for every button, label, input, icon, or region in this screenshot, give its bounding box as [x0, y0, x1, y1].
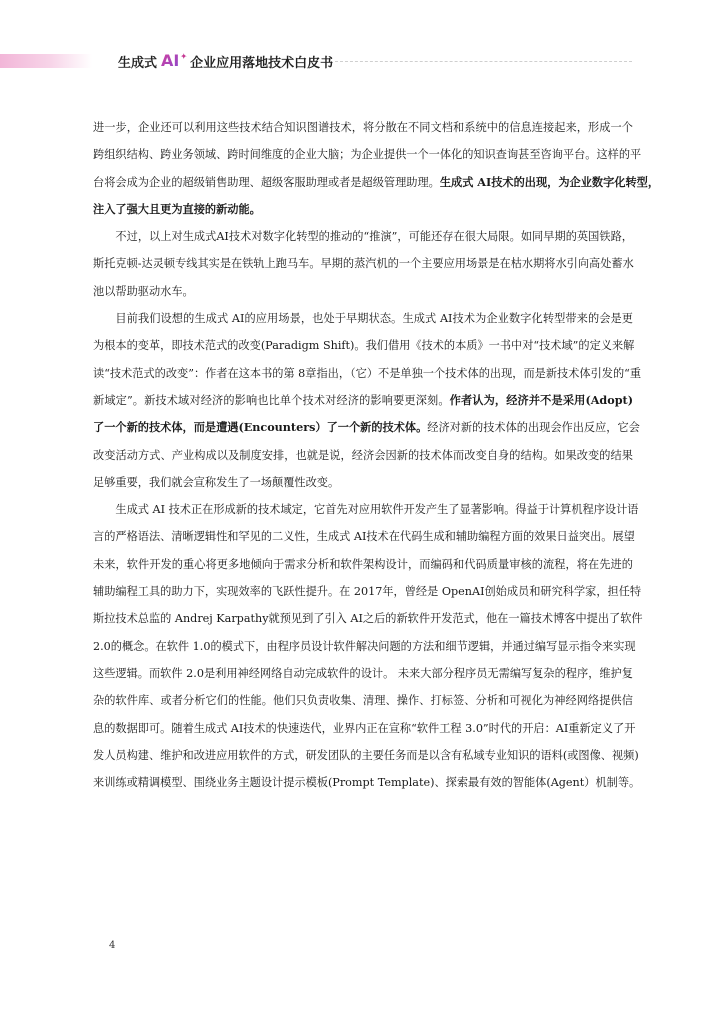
text-line	[93, 169, 660, 196]
header-title-suffix: 企业应用落地技术白皮书	[190, 55, 334, 71]
text-run: 池以帮助驱动水车。	[93, 284, 194, 298]
text-run: 辅助编程工具的助力下，实现效率的飞跃性提升。在 2017年，曾经是 OpenAI创始成员和研究科学家，担任特	[93, 585, 642, 599]
text-run: 台将会成为企业的超级销售助理、超级客服助理或者是超级管理助理。	[93, 175, 440, 189]
emphasis-text: 作者认为，经济并不是采用(Adopt)	[449, 392, 633, 407]
text-line	[93, 660, 633, 687]
text-run: 为根本的变革，即技术范式的改变(Paradigm Shift)。我们借用《技术的本质》一书中对“技术域”的定义来解	[93, 339, 635, 353]
text-run: 言的严格语法、清晰逻辑性和罕见的二义性，生成式 AI技术在代码生成和辅助编程方面的效果日益突出。展望	[93, 530, 635, 544]
emphasis-text: 了一个新的技术体，而是遭遇(Encounters）了一个新的技术体。	[93, 420, 428, 435]
paragraph	[93, 305, 642, 496]
text-run: 生成式 AI 技术正在形成新的技术域定，它首先对应用软件开发产生了显著影响。得益于计算机程序设计语	[115, 503, 639, 517]
sparkle-icon: ✦	[180, 52, 188, 61]
text-run: 目前我们设想的生成式 AI的应用场景，也处于早期状态。生成式 AI技术为企业数字化转型带来的会是更	[115, 312, 633, 326]
text-line	[93, 278, 633, 305]
text-line	[93, 496, 639, 523]
paragraph	[93, 114, 660, 223]
text-line	[93, 523, 633, 550]
text-run: 斯托克顿-达灵顿专线其实是在铁轨上跑马车。早期的蒸汽机的一个主要应用场景是在枯水期将水引向高处蓄水	[93, 257, 634, 271]
text-run: 改变活动方式、产业构成以及制度安排，也就是说，经济会因新的技术体而改变自身的结构。如果改变的结果	[93, 448, 633, 462]
page-header	[0, 46, 724, 76]
text-line	[93, 114, 633, 141]
text-run: 读“技术范式的改变”：作者在这本书的第 8章指出，（它）不是单独一个技术体的出现，而是新技术体引发的“重	[93, 366, 642, 380]
text-line	[93, 223, 633, 250]
text-line	[93, 196, 633, 223]
text-line	[93, 687, 633, 714]
paragraph	[93, 223, 633, 305]
emphasis-text: 注入了强大且更为直接的新动能。	[93, 201, 261, 216]
text-line	[93, 305, 633, 332]
text-run: 发人员构建、维护和改进应用软件的方式，研发团队的主要任务而是以含有私域专业知识的语料(或图像、视频)	[93, 748, 639, 762]
text-line	[93, 387, 633, 414]
header-title-prefix: 生成式	[118, 55, 158, 71]
text-run: 进一步，企业还可以利用这些技术结合知识图谱技术，将分散在不同文档和系统中的信息连接起来，形成一个	[93, 121, 633, 134]
header-title	[118, 49, 333, 73]
text-run: 跨组织结构、跨业务领域、跨时间维度的企业大脑；为企业提供一个一体化的知识查询甚至咨询平台。这样的平	[93, 148, 642, 162]
text-run: 新域定”。新技术域对经济的影响也比单个技术对经济的影响要更深刻。	[93, 393, 450, 407]
text-run: 杂的软件库、或者分析它们的性能。他们只负责收集、清理、操作、打标签、分析和可视化为神经网络提供信	[93, 694, 633, 708]
text-line	[93, 141, 642, 168]
text-line	[93, 414, 640, 441]
text-line	[93, 469, 633, 496]
text-line	[93, 442, 633, 469]
ai-logo	[161, 53, 187, 69]
text-line	[93, 605, 643, 632]
text-run: 斯拉技术总监的 Andrej Karpathy就预见到了引入 AI之后的新软件开发范式，他在一篇技术博客中提出了软件	[93, 612, 643, 626]
text-run: 不过，以上对生成式AI技术对数字化转型的推动的“推演”，可能还存在很大局限。如同早期的英国铁路，	[115, 230, 633, 244]
text-line	[93, 360, 642, 387]
text-line	[93, 633, 636, 660]
text-line	[93, 332, 633, 359]
text-run: 来训练或精调模型、围绕业务主题设计提示模板(Prompt Template)、探索最有效的智能体(Agent）机制等。	[93, 776, 641, 790]
paragraph	[93, 496, 643, 796]
text-line	[93, 742, 639, 769]
text-line	[93, 715, 636, 742]
page-number: 4	[109, 940, 116, 951]
text-line	[93, 551, 633, 578]
emphasis-text: 生成式 AI技术的出现，为企业数字化转型，	[439, 174, 660, 189]
text-run: 经济对新的技术体的出现会作出反应，它会	[427, 421, 640, 435]
text-run: 息的数据即可。随着生成式 AI技术的快速迭代，业界内正在宣称“软件工程 3.0”时代的开启：AI重新定义了开	[93, 721, 636, 735]
text-run: 2.0的概念。在软件 1.0的模式下，由程序员设计软件解决问题的方法和细节逻辑，并通过编写显示指令来实现	[93, 639, 636, 653]
text-line	[93, 250, 633, 277]
text-line	[93, 578, 642, 605]
body-text	[93, 114, 660, 796]
text-line	[93, 769, 641, 796]
header-accent-band	[0, 54, 92, 68]
text-run: 未来，软件开发的重心将更多地倾向于需求分析和软件架构设计，而编码和代码质量审核的流程，将在先进的	[93, 557, 633, 571]
text-run: 这些逻辑。而软件 2.0是利用神经网络自动完成软件的设计。 未来大部分程序员无需编写复杂的程序，维护复	[93, 666, 633, 680]
header-divider	[335, 61, 632, 62]
text-run: 足够重要，我们就会宣称发生了一场颠覆性改变。	[93, 475, 340, 489]
ai-logo-text: AI	[161, 51, 180, 70]
